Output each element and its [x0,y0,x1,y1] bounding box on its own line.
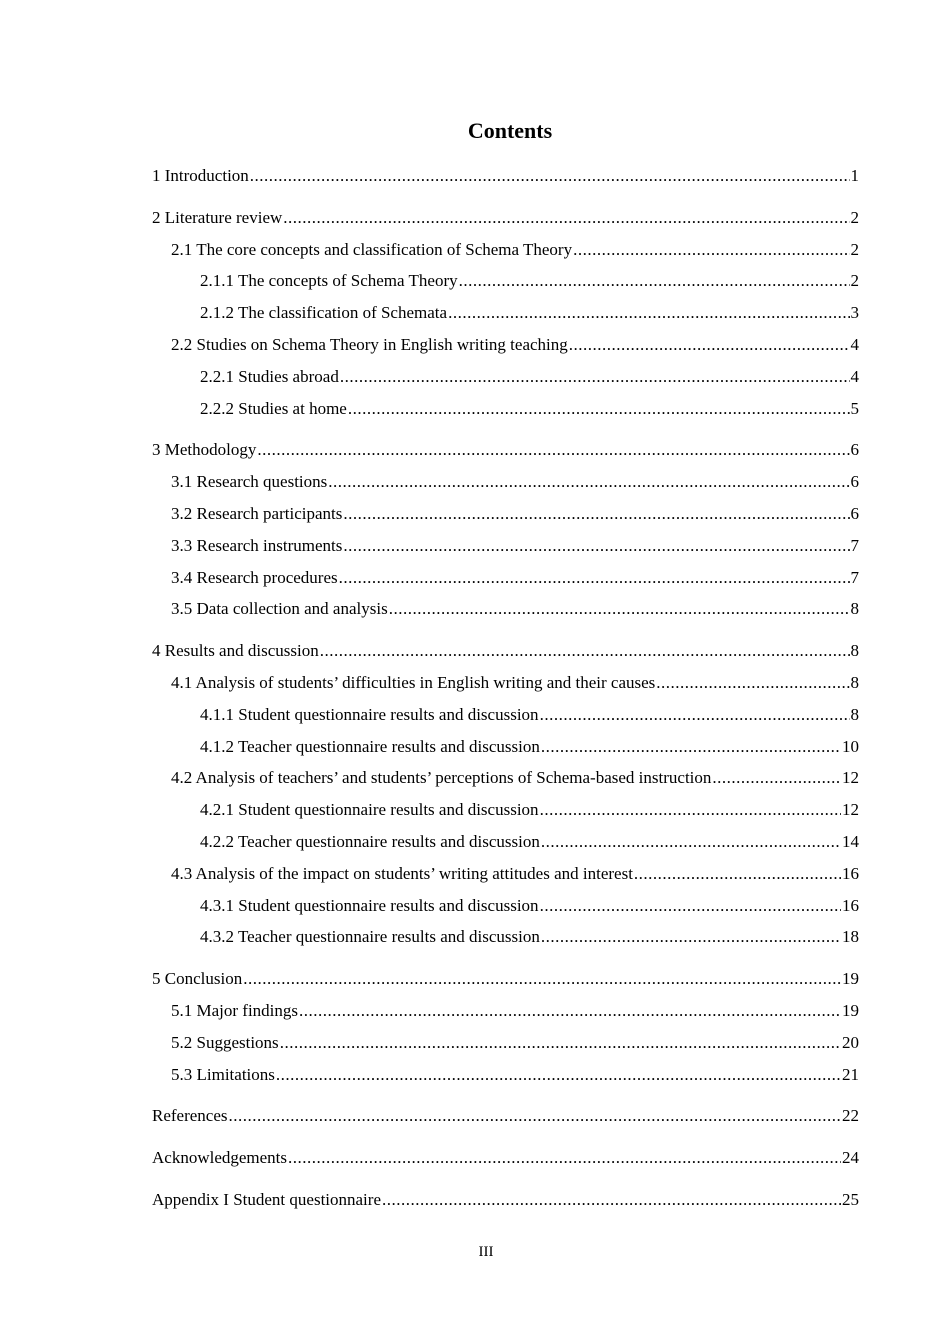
toc-entry-page-number: 6 [850,440,859,460]
page-title: Contents [467,118,553,143]
toc-entry-page-number: 8 [850,672,859,692]
toc-entry-page-number: 2 [850,207,859,227]
toc-entry[interactable] [152,1059,859,1091]
toc-entry-title: 2.2.2 Studies at home [200,398,347,418]
toc-entry-page-number: 19 [842,1000,859,1020]
toc-dot-leader [541,921,841,953]
toc-dot-leader [389,593,850,625]
toc-dot-leader [540,890,841,922]
toc-entry-title: 5.1 Major findings [171,1000,299,1020]
toc-entry[interactable] [152,858,859,890]
toc-dot-leader [283,202,849,234]
toc-entry-title: 3.1 Research questions [171,472,328,492]
toc-entry[interactable] [152,297,859,329]
toc-entry[interactable] [152,202,859,234]
toc-dot-leader [343,530,849,562]
table-of-contents [152,160,859,1216]
toc-dot-leader [573,234,849,266]
toc-dot-leader [448,297,849,329]
toc-dot-leader [320,635,850,667]
toc-entry-page-number: 22 [842,1106,859,1126]
toc-entry-title: 3.3 Research instruments [171,535,343,555]
toc-entry-page-number: 1 [850,166,859,185]
toc-entry-page-number: 8 [850,641,859,661]
toc-entry-page-number: 10 [842,736,859,756]
toc-entry[interactable] [152,1142,859,1174]
toc-entry-title: 3.4 Research procedures [171,567,338,587]
toc-entry-title: 1 Introduction [152,166,249,185]
toc-entry[interactable] [152,1027,859,1059]
toc-entry-title: 3.2 Research participants [171,503,343,523]
toc-entry[interactable] [152,635,859,667]
toc-entry-page-number: 6 [850,472,859,492]
toc-entry-page-number: 24 [842,1148,859,1168]
toc-dot-leader [459,265,850,297]
toc-entry[interactable] [152,699,859,731]
toc-entry[interactable] [152,794,859,826]
toc-entry-page-number: 21 [842,1064,859,1084]
toc-entry-title: 4.3.2 Teacher questionnaire results and discussion [200,927,540,947]
toc-entry-page-number: 16 [842,895,859,915]
toc-dot-leader [340,361,850,393]
toc-dot-leader [569,329,850,361]
toc-entry-page-number: 8 [850,704,859,724]
toc-dot-leader [257,434,849,466]
toc-entry-page-number: 16 [842,863,859,883]
toc-dot-leader [328,466,849,498]
toc-dot-leader [343,498,849,530]
toc-dot-leader [348,393,850,425]
toc-entry[interactable] [152,995,859,1027]
toc-entry-page-number: 8 [850,599,859,619]
toc-entry-title: 4.2.2 Teacher questionnaire results and discussion [200,831,540,851]
page-number: III [478,1244,494,1260]
toc-entry-title: 5 Conclusion [152,969,243,989]
toc-entry-page-number: 12 [842,800,859,820]
toc-entry-page-number: 12 [842,768,859,788]
toc-entry-title: 2 Literature review [152,207,283,227]
toc-entry-page-number: 3 [850,303,859,323]
toc-entry-title: 4.3 Analysis of the impact on students’ writing attitudes and interest [171,863,633,883]
toc-dot-leader [634,858,841,890]
toc-entry-page-number: 18 [842,927,859,947]
toc-entry-page-number: 20 [842,1032,859,1052]
toc-entry-title: 3 Methodology [152,440,257,460]
toc-entry-title: 4.3.1 Student questionnaire results and discussion [200,895,539,915]
toc-entry-title: 4.1.2 Teacher questionnaire results and discussion [200,736,540,756]
toc-entry-page-number: 7 [850,567,859,587]
toc-dot-leader [541,826,841,858]
toc-entry[interactable] [152,562,859,594]
toc-entry-page-number: 25 [842,1189,859,1209]
toc-entry-title: References [152,1106,228,1126]
toc-entry-title: Acknowledgements [152,1148,288,1168]
toc-entry-title: 2.1 The core concepts and classification of Schema Theory [171,239,573,259]
toc-entry[interactable] [152,466,859,498]
toc-entry[interactable] [152,1100,859,1132]
toc-entry[interactable] [152,593,859,625]
toc-dot-leader [299,995,841,1027]
toc-dot-leader [280,1027,841,1059]
toc-entry[interactable] [152,393,859,425]
toc-entry-title: 4.1.1 Student questionnaire results and discussion [200,704,539,724]
toc-entry-title: 4 Results and discussion [152,641,319,661]
toc-entry-title: Appendix I Student questionnaire [152,1189,381,1209]
toc-entry-title: 3.5 Data collection and analysis [171,599,388,619]
toc-entry-title: 5.3 Limitations [171,1064,275,1084]
toc-dot-leader [276,1059,841,1091]
toc-entry-page-number: 5 [850,398,859,418]
toc-entry[interactable] [152,361,859,393]
toc-entry[interactable] [152,329,859,361]
toc-entry-page-number: 2 [850,271,859,291]
toc-entry-page-number: 7 [850,535,859,555]
toc-dot-leader [540,794,841,826]
toc-entry-title: 4.2 Analysis of teachers’ and students’ perceptions of Schema-based instruction [171,768,712,788]
toc-entry[interactable] [152,234,859,266]
toc-entry[interactable] [152,762,859,794]
toc-entry[interactable] [152,826,859,858]
toc-entry[interactable] [152,265,859,297]
toc-entry-title: 5.2 Suggestions [171,1032,279,1052]
toc-entry[interactable] [152,921,859,953]
toc-dot-leader [288,1142,841,1174]
toc-entry[interactable] [152,667,859,699]
toc-entry[interactable] [152,530,859,562]
toc-entry-title: 2.1.1 The concepts of Schema Theory [200,271,458,291]
toc-entry-page-number: 4 [850,366,859,386]
toc-entry-title: 2.2.1 Studies abroad [200,366,339,386]
toc-entry[interactable] [152,434,859,466]
toc-entry-page-number: 19 [842,969,859,989]
toc-entry-title: 4.1 Analysis of students’ difficulties in English writing and their causes [171,672,656,692]
toc-entry-page-number: 2 [850,239,859,259]
toc-entry-page-number: 14 [842,831,859,851]
toc-dot-leader [541,731,841,763]
toc-entry[interactable] [152,160,859,192]
toc-dot-leader [382,1184,841,1216]
toc-entry[interactable] [152,1184,859,1216]
toc-dot-leader [656,667,849,699]
toc-entry[interactable] [152,731,859,763]
toc-entry-title: 2.1.2 The classification of Schemata [200,303,448,323]
toc-dot-leader [243,963,841,995]
toc-dot-leader [712,762,841,794]
toc-entry[interactable] [152,498,859,530]
toc-entry[interactable] [152,890,859,922]
toc-entry-title: 4.2.1 Student questionnaire results and discussion [200,800,539,820]
toc-dot-leader [339,562,850,594]
toc-entry[interactable] [152,963,859,995]
toc-dot-leader [250,160,850,192]
toc-dot-leader [540,699,850,731]
toc-dot-leader [229,1100,841,1132]
toc-entry-title: 2.2 Studies on Schema Theory in English writing teaching [171,334,568,354]
toc-entry-page-number: 6 [850,503,859,523]
toc-entry-page-number: 4 [850,334,859,354]
